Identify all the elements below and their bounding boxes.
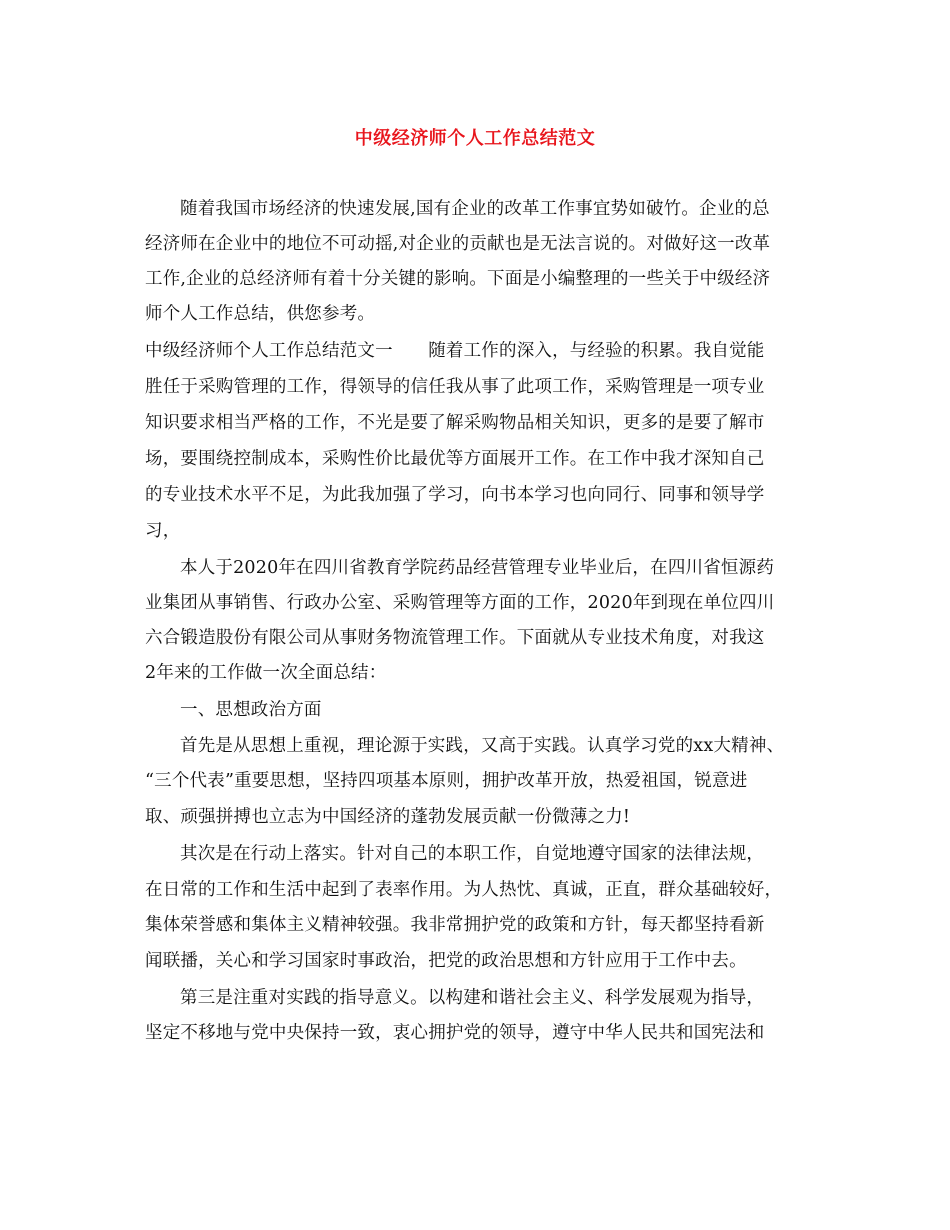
paragraph-line: 取、顽强拼搏也立志为中国经济的蓬勃发展贡献一份微薄之力! [145,807,631,827]
paragraph-line: 其次是在行动上落实。针对自己的本职工作，自觉地遵守国家的法律法规， [180,844,765,864]
paragraph-line: 师个人工作总结，供您参考。 [145,304,376,324]
paragraph-line: 工作,企业的总经济师有着十分关键的影响。下面是小编整理的一些关于中级经济 [145,269,771,289]
paragraph-line: 坚定不移地与党中央保持一致，衷心拥护党的领导，遵守中华人民共和国宪法和 [145,1023,765,1043]
paragraph-line: 经济师在企业中的地位不可动摇,对企业的贡献也是无法言说的。对做好这一改革 [145,234,771,254]
paragraph-line: 中级经济师个人工作总结范文一 随着工作的深入，与经验的积累。我自觉能 [145,341,765,361]
paragraph-line: 集体荣誉感和集体主义精神较强。我非常拥护党的政策和方针，每天都坚持看新 [145,915,765,935]
paragraph-line: 首先是从思想上重视，理论源于实践，又高于实践。认真学习党的xx大精神、 [180,736,785,756]
document-title: 中级经济师个人工作总结范文 [354,128,596,149]
paragraph-line: 第三是注重对实践的指导意义。以构建和谐社会主义、科学发展观为指导， [180,988,765,1008]
paragraph-line: 随着我国市场经济的快速发展,国有企业的改革工作事宜势如破竹。企业的总 [180,199,770,219]
paragraph-line: 的专业技术水平不足，为此我加强了学习，向书本学习也向同行、同事和领导学 [145,485,765,505]
section-heading: 一、思想政治方面 [180,700,322,720]
paragraph-line: 知识要求相当严格的工作，不光是要了解采购物品相关知识，更多的是要了解市 [145,413,765,433]
paragraph-line: 在日常的工作和生活中起到了表率作用。为人热忱、真诚，正直，群众基础较好， [145,880,783,900]
paragraph-line: 场，要围绕控制成本，采购性价比最优等方面展开工作。在工作中我才深知自己 [145,449,765,469]
paragraph-line: 六合锻造股份有限公司从事财务物流管理工作。下面就从专业技术角度，对我这 [145,628,765,648]
paragraph-line: 闻联播，关心和学习国家时事政治，把党的政治思想和方针应用于工作中去。 [145,951,747,971]
paragraph-line: 本人于2020年在四川省教育学院药品经营管理专业毕业后，在四川省恒源药 [180,558,775,578]
paragraph-line: “三个代表”重要思想，坚持四项基本原则，拥护改革开放，热爱祖国，锐意进 [145,771,748,791]
paragraph-line: 胜任于采购管理的工作，得领导的信任我从事了此项工作，采购管理是一项专业 [145,377,765,397]
paragraph-line: 2年来的工作做一次全面总结： [145,663,387,683]
paragraph-line: 业集团从事销售、行政办公室、采购管理等方面的工作，2020年到现在单位四川 [145,593,775,613]
paragraph-line: 习， [145,521,181,541]
